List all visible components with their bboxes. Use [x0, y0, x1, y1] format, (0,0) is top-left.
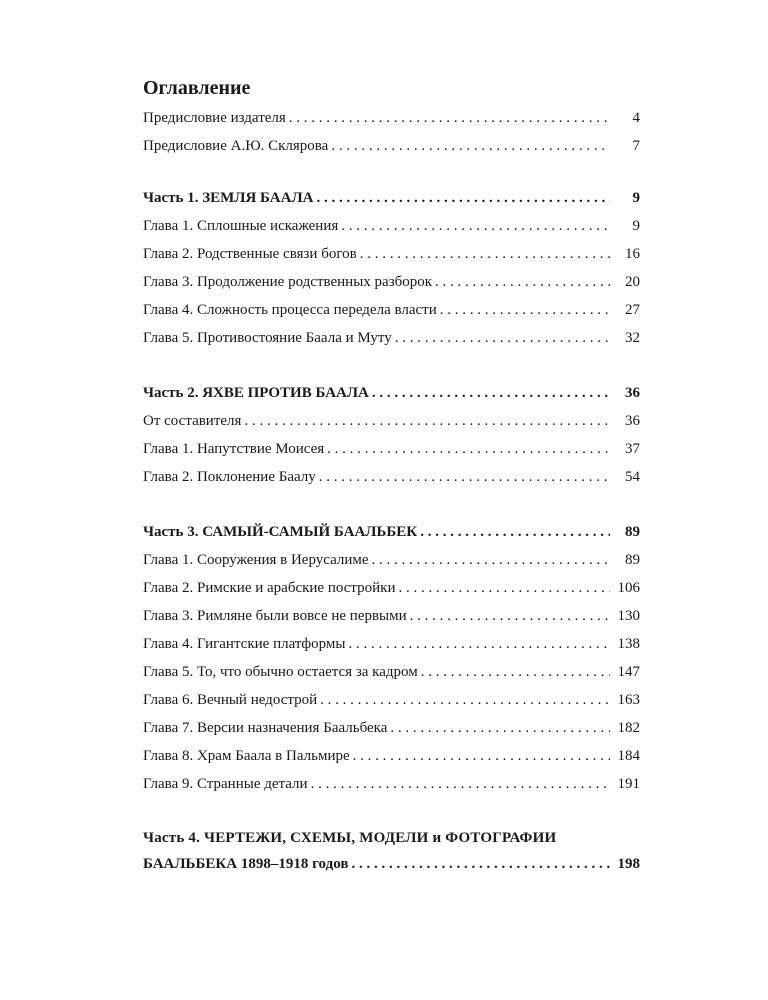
toc-entry — [143, 435, 640, 463]
toc-entry — [143, 658, 640, 686]
toc-entry-label: Глава 3. Продолжение родственных разборок — [143, 274, 433, 290]
dot-leader — [348, 630, 610, 658]
toc-entry — [143, 630, 640, 658]
dot-leader — [351, 851, 610, 877]
dot-leader — [421, 658, 610, 686]
dot-leader — [289, 104, 610, 132]
dot-leader — [341, 212, 610, 240]
toc-entry — [143, 324, 640, 352]
toc-entry-page: 9 — [632, 218, 640, 234]
dot-leader — [410, 602, 610, 630]
toc-part-page: 89 — [625, 524, 640, 540]
dot-leader — [319, 463, 610, 491]
toc-title: Оглавление — [143, 77, 251, 99]
toc-entry-page: 163 — [617, 692, 640, 708]
toc-entry — [143, 296, 640, 324]
toc-entry-page: 130 — [617, 608, 640, 624]
toc-entry — [143, 463, 640, 491]
toc-entry — [143, 686, 640, 714]
toc-entry-label: Глава 3. Римляне были вовсе не первыми — [143, 608, 407, 624]
toc-entry — [143, 602, 640, 630]
dot-leader — [327, 435, 610, 463]
toc-part-3 — [143, 518, 640, 546]
toc-entry — [143, 714, 640, 742]
toc-entry-label: Глава 4. Сложность процесса передела власти — [143, 302, 437, 318]
toc-entry-label: Глава 1. Сплошные искажения — [143, 218, 339, 234]
toc-part-title-line1: Часть 4. ЧЕРТЕЖИ, СХЕМЫ, МОДЕЛИ и ФОТОГРАФИИ — [143, 830, 557, 846]
toc-entry — [143, 574, 640, 602]
toc-entry-page: 37 — [625, 441, 640, 457]
spacer — [143, 160, 640, 184]
dot-leader — [372, 546, 610, 574]
toc-entry-page: 138 — [617, 636, 640, 652]
toc-entry-label: Предисловие А.Ю. Склярова — [143, 138, 329, 154]
toc-entry-label: Глава 2. Поклонение Баалу — [143, 469, 316, 485]
toc-part-title: Часть 1. ЗЕМЛЯ БААЛА — [143, 190, 314, 206]
toc-entry-page: 182 — [617, 720, 640, 736]
toc-entry-page: 36 — [625, 413, 640, 429]
toc-entry-page: 16 — [625, 246, 640, 262]
dot-leader — [372, 379, 610, 407]
toc-entry — [143, 546, 640, 574]
toc-entry-page: 27 — [625, 302, 640, 318]
toc-entry-label: Глава 4. Гигантские платформы — [143, 636, 346, 652]
dot-leader — [311, 770, 610, 798]
toc-entry — [143, 212, 640, 240]
toc-entry-page: 191 — [617, 776, 640, 792]
toc-entry — [143, 268, 640, 296]
toc-entry-page: 184 — [617, 748, 640, 764]
toc-entry — [143, 407, 640, 435]
toc-part-title: Часть 3. САМЫЙ-САМЫЙ БААЛЬБЕК — [143, 524, 418, 540]
toc-entry — [143, 742, 640, 770]
toc-entry — [143, 240, 640, 268]
spacer — [143, 798, 640, 825]
toc-part-4 — [143, 825, 640, 877]
toc-entry-page: 32 — [625, 330, 640, 346]
toc-entry-label: Глава 2. Римские и арабские постройки — [143, 580, 396, 596]
dot-leader — [316, 184, 610, 212]
toc-entry-label: Глава 8. Храм Баала в Пальмире — [143, 748, 350, 764]
toc-part-page: 36 — [625, 385, 640, 401]
toc-entry-label: Глава 1. Сооружения в Иерусалиме — [143, 552, 369, 568]
toc-entry-label: От составителя — [143, 413, 242, 429]
toc-entry-page: 89 — [625, 552, 640, 568]
toc-part-page: 9 — [632, 190, 640, 206]
toc-entry-label: Глава 6. Вечный недострой — [143, 692, 318, 708]
dot-leader — [244, 407, 610, 435]
toc-part-title-line2: БААЛЬБЕКА 1898–1918 годов — [143, 856, 349, 872]
table-of-contents — [143, 76, 640, 877]
toc-part-title: Часть 2. ЯХВЕ ПРОТИВ БААЛА — [143, 385, 369, 401]
toc-entry-label: Глава 7. Версии назначения Баальбека — [143, 720, 388, 736]
toc-entry-sklyarov-preface — [143, 132, 640, 160]
dot-leader — [320, 686, 610, 714]
dot-leader — [435, 268, 610, 296]
toc-entry-label: Глава 9. Странные детали — [143, 776, 308, 792]
dot-leader — [331, 132, 610, 160]
toc-entry-label: Глава 1. Напутствие Моисея — [143, 441, 325, 457]
toc-entry-label: Глава 5. То, что обычно остается за кадром — [143, 664, 418, 680]
dot-leader — [395, 324, 610, 352]
toc-entry — [143, 770, 640, 798]
spacer — [143, 491, 640, 518]
toc-part-page: 198 — [617, 856, 640, 872]
toc-part-1 — [143, 184, 640, 212]
toc-entry-label: Предисловие издателя — [143, 110, 286, 126]
dot-leader — [420, 518, 610, 546]
toc-entry-label: Глава 5. Противостояние Баала и Муту — [143, 330, 392, 346]
toc-part-title-line2-row — [143, 851, 640, 877]
toc-entry-page: 54 — [625, 469, 640, 485]
toc-entry-label: Глава 2. Родственные связи богов — [143, 246, 357, 262]
toc-entry-page: 106 — [617, 580, 640, 596]
toc-entry-page: 20 — [625, 274, 640, 290]
toc-entry-page: 7 — [632, 138, 640, 154]
toc-entry-page: 4 — [632, 110, 640, 126]
toc-entry-page: 147 — [617, 664, 640, 680]
dot-leader — [360, 240, 610, 268]
dot-leader — [440, 296, 610, 324]
dot-leader — [353, 742, 610, 770]
toc-part-2 — [143, 379, 640, 407]
dot-leader — [390, 714, 610, 742]
dot-leader — [398, 574, 610, 602]
toc-entry-publisher-preface — [143, 104, 640, 132]
spacer — [143, 352, 640, 379]
